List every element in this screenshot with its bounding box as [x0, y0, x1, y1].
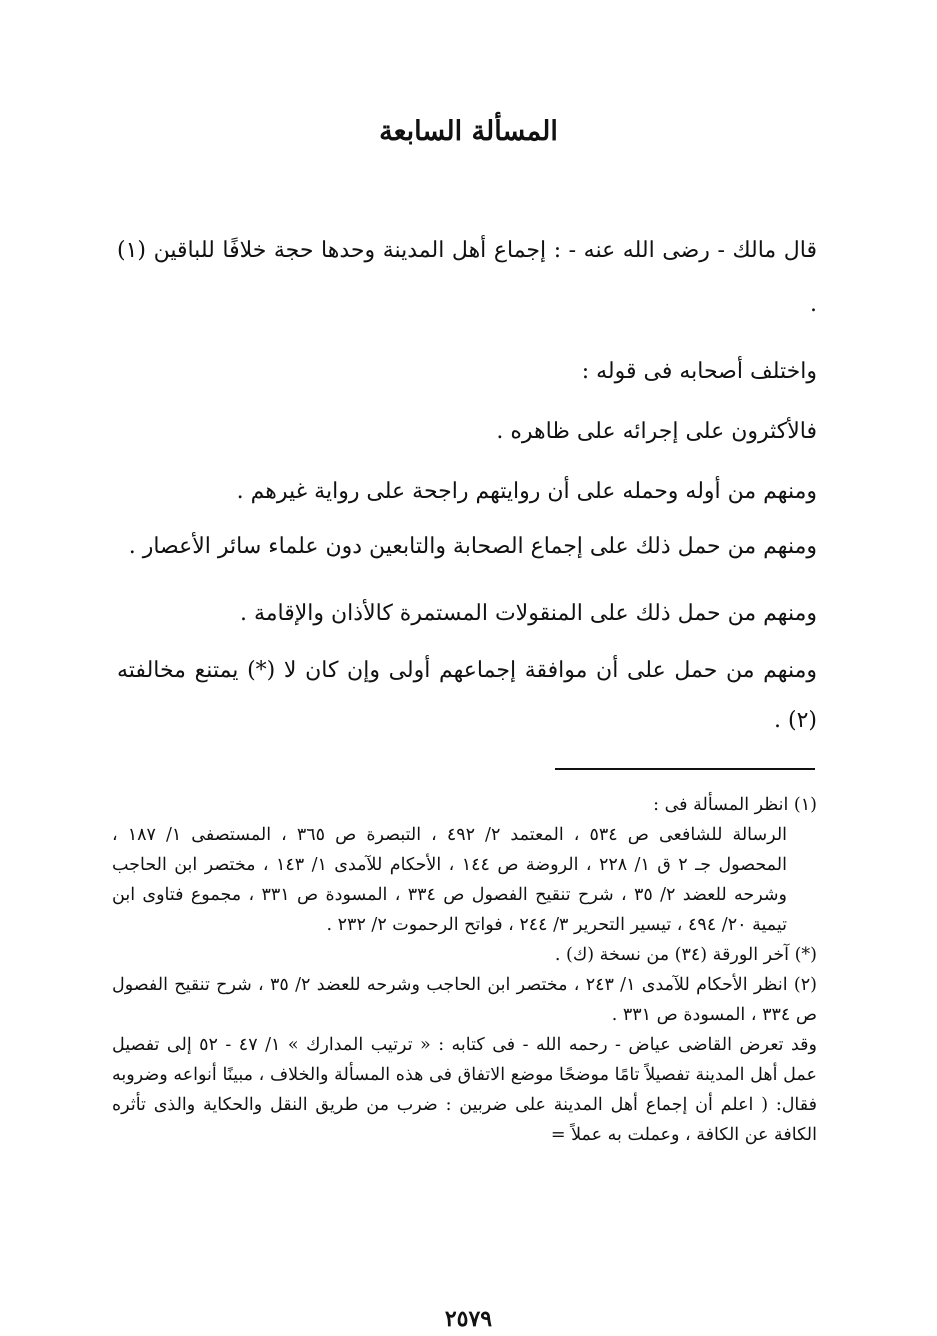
footnote-separator: [555, 768, 815, 770]
footnote: وقد تعرض القاضى عياض - رحمه الله - فى كتابه : « ترتيب المدارك » ١/ ٤٧ - ٥٢ إلى تفصيل عمل أهل المدينة تفصيلاً تامًا موضحًا موضع الاتفاق فى هذه المسألة والخلاف ، مبينًا أنواعه وضروبه فقال: ( اعلم أن إجماع أهل المدينة على ضربين : ضرب من طريق النقل والحكاية والذى تأثره الكافة عن الكافة ، وعملت به عملاً =: [112, 1035, 817, 1145]
page-number: ٢٥٧٩: [444, 1306, 493, 1332]
page-title: المسألة السابعة: [379, 116, 558, 147]
footnote: (٢) انظر الأحكام للآمدى ١/ ٢٤٣ ، مختصر ابن الحاجب وشرحه للعضد ٢/ ٣٥ ، شرح تنقيح الفصول ص ٣٣٤ ، المسودة ص ٣٣١ .: [112, 975, 817, 1025]
footnotes: [112, 790, 817, 1150]
paragraph: واختلف أصحابه فى قوله :: [581, 359, 817, 384]
paragraph: ومنهم من أوله وحمله على أن روايتهم راجحة على رواية غيرهم .: [236, 479, 817, 504]
paragraph: ومنهم من حمل على أن موافقة إجماعهم أولى وإن كان لا (*) يمتنع مخالفته (٢) .: [117, 658, 817, 733]
footnote: (*) آخر الورقة (٣٤) من نسخة (ك) .: [554, 945, 817, 965]
main-text: [117, 224, 817, 746]
paragraph: ومنهم من حمل ذلك على إجماع الصحابة والتابعين دون علماء سائر الأعصار .: [128, 534, 817, 559]
paragraph: فالأكثرون على إجرائه على ظاهره .: [496, 419, 817, 444]
paragraph: ومنهم من حمل ذلك على المنقولات المستمرة كالأذان والإقامة .: [239, 601, 817, 626]
footnote: (١) انظر المسألة فى :: [653, 795, 817, 815]
paragraph: قال مالك - رضى الله عنه - : إجماع أهل المدينة وحدها حجة خلافًا للباقين (١) .: [117, 238, 817, 317]
footnote: الرسالة للشافعى ص ٥٣٤ ، المعتمد ٢/ ٤٩٢ ، التبصرة ص ٣٦٥ ، المستصفى ١/ ١٨٧ ، المحصول جـ ٢ ق ١/ ٢٢٨ ، الروضة ص ١٤٤ ، الأحكام للآمدى ١/ ١٤٣ ، مختصر ابن الحاجب وشرحه للعضد ٢/ ٣٥ ، شرح تنقيح الفصول ص ٣٣٤ ، المسودة ص ٣٣١ ، مجموع فتاوى ابن تيمية ٢٠/ ٤٩٤ ، تيسير التحرير ٣/ ٢٤٤ ، فواتح الرحموت ٢/ ٢٣٢ .: [112, 825, 788, 935]
